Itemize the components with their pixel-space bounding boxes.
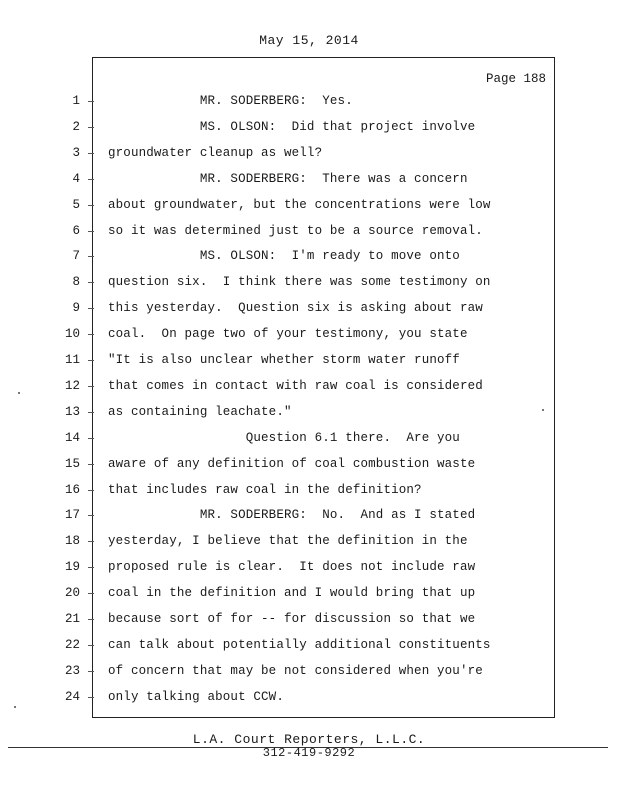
line-number: 7 <box>72 249 80 263</box>
transcript-line: because sort of for -- for discussion so that we <box>108 612 476 626</box>
line-tick <box>88 593 94 594</box>
transcript-line: can talk about potentially additional constituents <box>108 638 491 652</box>
line-number: 15 <box>64 457 80 471</box>
scan-speck <box>542 409 544 411</box>
line-tick <box>88 282 94 283</box>
line-number: 21 <box>64 612 80 626</box>
footer-firm: L.A. Court Reporters, L.L.C. <box>192 732 426 747</box>
transcript-line: aware of any definition of coal combustion waste <box>108 457 476 471</box>
line-tick <box>88 153 94 154</box>
transcript-line: MS. OLSON: I'm ready to move onto <box>108 249 460 263</box>
line-tick <box>88 541 94 542</box>
line-number: 14 <box>64 431 80 445</box>
line-number: 23 <box>64 664 80 678</box>
line-number: 1 <box>72 94 80 108</box>
line-tick <box>88 101 94 102</box>
line-tick <box>88 438 94 439</box>
line-number: 4 <box>72 172 80 186</box>
line-tick <box>88 205 94 206</box>
transcript-line: only talking about CCW. <box>108 690 284 704</box>
line-number: 19 <box>64 560 80 574</box>
line-tick <box>88 697 94 698</box>
transcript-line: MR. SODERBERG: Yes. <box>108 94 353 108</box>
transcript-line: this yesterday. Question six is asking about raw <box>108 301 483 315</box>
line-number: 6 <box>72 224 80 238</box>
scan-speck <box>18 392 20 394</box>
line-number: 3 <box>72 146 80 160</box>
line-tick <box>88 308 94 309</box>
transcript-line: MR. SODERBERG: There was a concern <box>108 172 468 186</box>
line-number: 20 <box>64 586 80 600</box>
transcript-line: yesterday, I believe that the definition in the <box>108 534 468 548</box>
transcript-line: question six. I think there was some testimony on <box>108 275 491 289</box>
line-tick <box>88 179 94 180</box>
line-tick <box>88 645 94 646</box>
line-number: 10 <box>64 327 80 341</box>
transcript-line: about groundwater, but the concentrations were low <box>108 198 491 212</box>
transcript-line: groundwater cleanup as well? <box>108 146 323 160</box>
line-number: 9 <box>72 301 80 315</box>
transcript-line: of concern that may be not considered when you're <box>108 664 483 678</box>
line-tick <box>88 256 94 257</box>
transcript-line: that comes in contact with raw coal is considered <box>108 379 483 393</box>
transcript-line: "It is also unclear whether storm water runoff <box>108 353 460 367</box>
footer-phone: 312-419-9292 <box>262 746 356 760</box>
transcript-line: proposed rule is clear. It does not include raw <box>108 560 476 574</box>
line-tick <box>88 619 94 620</box>
line-number: 5 <box>72 198 80 212</box>
line-number: 22 <box>64 638 80 652</box>
line-number: 11 <box>64 353 80 367</box>
transcript-line: as containing leachate." <box>108 405 292 419</box>
transcript-line: that includes raw coal in the definition? <box>108 483 422 497</box>
line-tick <box>88 490 94 491</box>
line-number: 8 <box>72 275 80 289</box>
scan-speck <box>14 706 16 708</box>
line-number: 2 <box>72 120 80 134</box>
line-number: 17 <box>64 508 80 522</box>
line-number: 24 <box>64 690 80 704</box>
line-tick <box>88 464 94 465</box>
transcript-line: coal in the definition and I would bring that up <box>108 586 476 600</box>
line-tick <box>88 127 94 128</box>
transcript-line: MS. OLSON: Did that project involve <box>108 120 476 134</box>
transcript-line: so it was determined just to be a source removal. <box>108 224 483 238</box>
line-tick <box>88 386 94 387</box>
transcript-line: coal. On page two of your testimony, you state <box>108 327 468 341</box>
transcript-line: Question 6.1 there. Are you <box>108 431 460 445</box>
line-tick <box>88 231 94 232</box>
line-tick <box>88 515 94 516</box>
line-number: 12 <box>64 379 80 393</box>
line-tick <box>88 334 94 335</box>
line-number: 18 <box>64 534 80 548</box>
header-date: May 15, 2014 <box>259 33 359 48</box>
line-tick <box>88 567 94 568</box>
line-tick <box>88 671 94 672</box>
transcript-line: MR. SODERBERG: No. And as I stated <box>108 508 476 522</box>
page-number: Page 188 <box>485 72 546 86</box>
line-number: 13 <box>64 405 80 419</box>
line-number: 16 <box>64 483 80 497</box>
line-tick <box>88 412 94 413</box>
line-tick <box>88 360 94 361</box>
